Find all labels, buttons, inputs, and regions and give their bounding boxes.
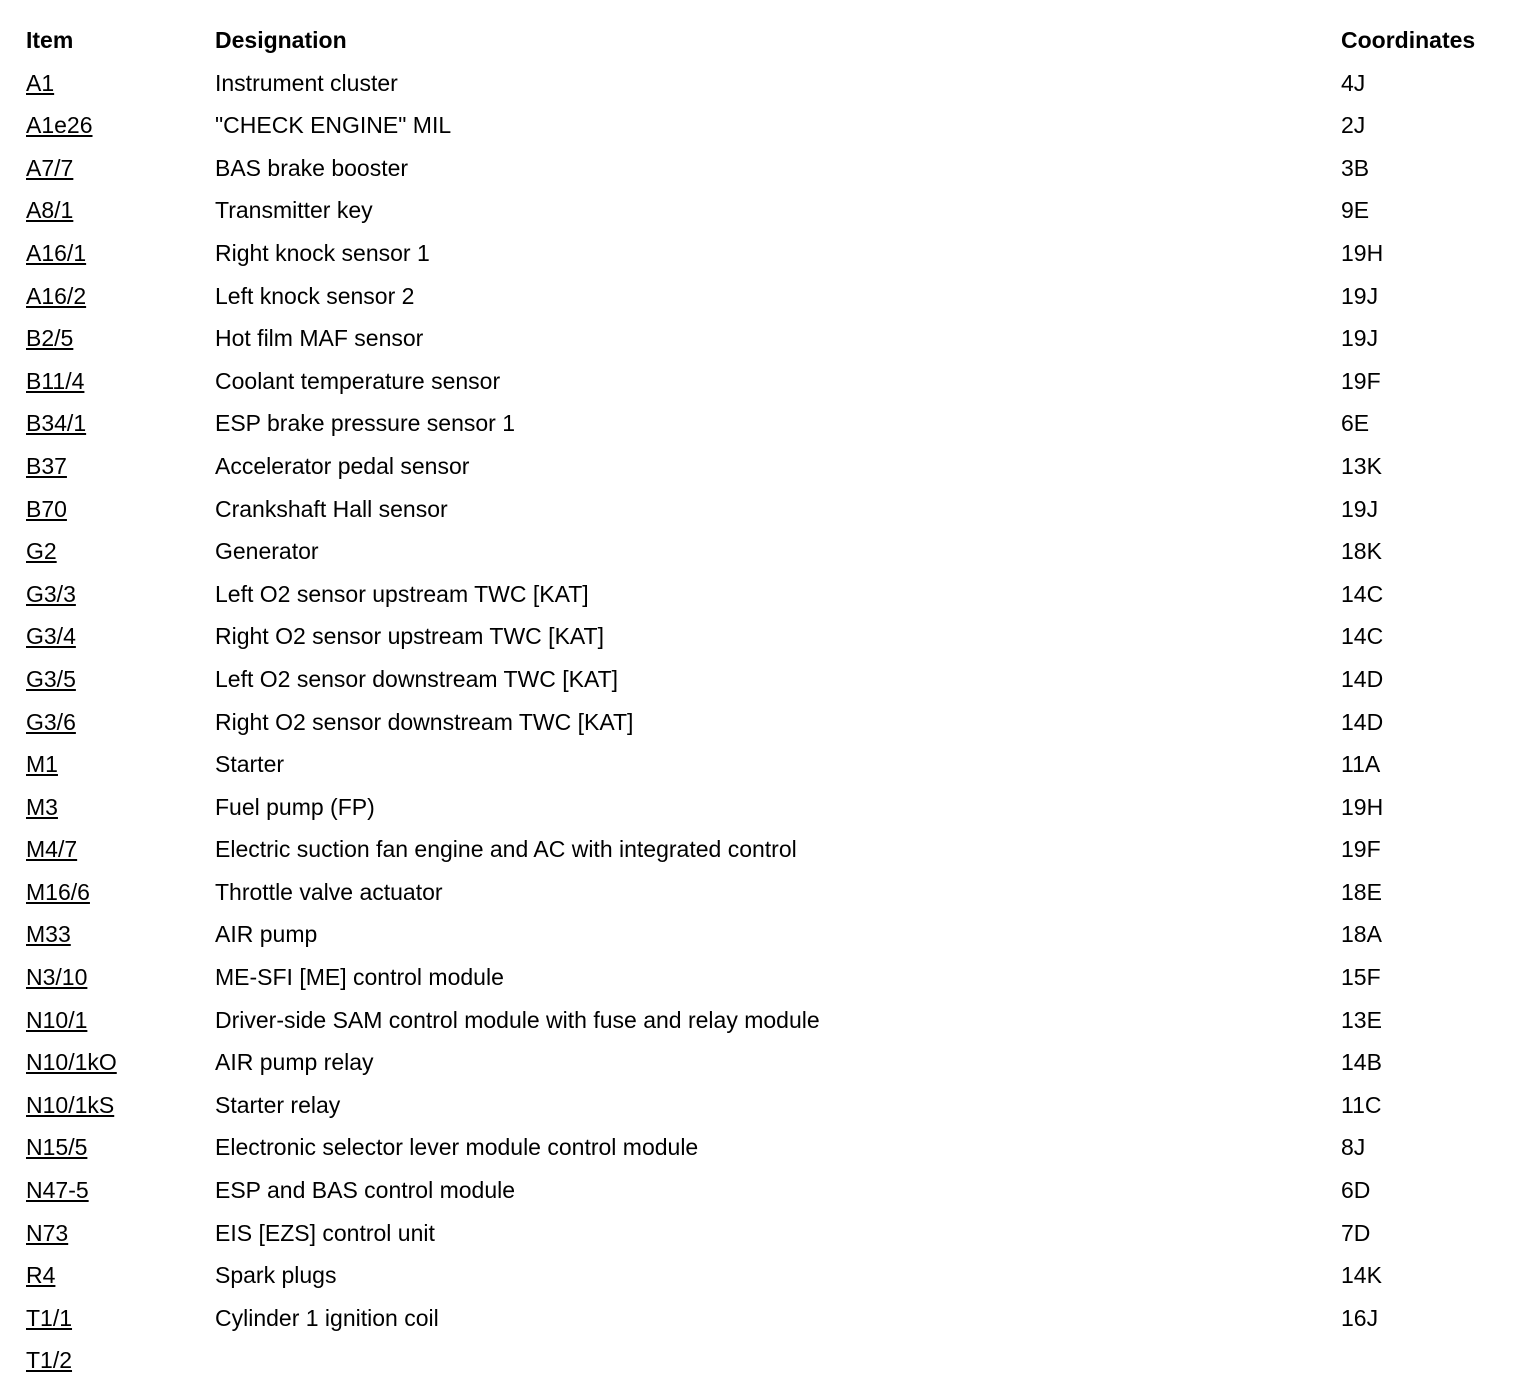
- item-link[interactable]: A8/1: [26, 197, 74, 224]
- item-link[interactable]: G2: [26, 538, 57, 565]
- coordinates-cell: 14C: [1341, 580, 1384, 607]
- coordinates-cell: 9E: [1341, 197, 1370, 224]
- table-row: [26, 959, 1506, 1002]
- item-link[interactable]: M4/7: [26, 836, 78, 863]
- header-coordinates: Coordinates: [1341, 27, 1476, 53]
- table-row: [26, 107, 1506, 150]
- designation-cell: Driver-side SAM control module with fuse and relay module: [215, 1006, 820, 1033]
- table-row: [26, 405, 1506, 448]
- designation-cell: Right knock sensor 1: [215, 239, 430, 266]
- designation-cell: EIS [EZS] control unit: [215, 1219, 435, 1246]
- item-link[interactable]: B70: [26, 495, 67, 522]
- item-link[interactable]: G3/5: [26, 665, 76, 692]
- coordinates-cell: 16J: [1341, 1304, 1379, 1331]
- item-link[interactable]: M16/6: [26, 878, 90, 905]
- coordinates-cell: 19F: [1341, 367, 1381, 394]
- table-row: [26, 363, 1506, 406]
- coordinates-cell: 19F: [1341, 836, 1381, 863]
- designation-cell: Generator: [215, 538, 319, 565]
- designation-cell: Electric suction fan engine and AC with integrated control: [215, 836, 797, 863]
- coordinates-cell: 15F: [1341, 964, 1381, 991]
- item-link[interactable]: N10/1kO: [26, 1049, 117, 1076]
- coordinates-cell: 19H: [1341, 793, 1384, 820]
- table-row: [26, 1215, 1506, 1258]
- coordinates-cell: 14C: [1341, 623, 1384, 650]
- item-link[interactable]: A1e26: [26, 112, 93, 139]
- table-row: [26, 1300, 1506, 1343]
- coordinates-cell: 3B: [1341, 154, 1370, 181]
- table-row: [26, 192, 1506, 235]
- coordinates-cell: 6E: [1341, 410, 1370, 437]
- coordinates-cell: 18A: [1341, 921, 1382, 948]
- table-row: [26, 789, 1506, 832]
- designation-cell: Accelerator pedal sensor: [215, 452, 470, 479]
- coordinates-cell: 13E: [1341, 1006, 1382, 1033]
- coordinates-cell: 2J: [1341, 112, 1366, 139]
- item-link[interactable]: A16/1: [26, 239, 87, 266]
- designation-cell: "CHECK ENGINE" MIL: [215, 112, 452, 139]
- designation-cell: Crankshaft Hall sensor: [215, 495, 448, 522]
- item-link[interactable]: B34/1: [26, 410, 87, 437]
- item-link[interactable]: B37: [26, 452, 67, 479]
- coordinates-cell: 4J: [1341, 69, 1366, 96]
- component-table: [26, 22, 1506, 1385]
- item-link[interactable]: B2/5: [26, 325, 74, 352]
- designation-cell: Instrument cluster: [215, 69, 398, 96]
- table-row: [26, 320, 1506, 363]
- item-link[interactable]: M33: [26, 921, 71, 948]
- designation-cell: AIR pump relay: [215, 1049, 374, 1076]
- table-row: [26, 874, 1506, 917]
- item-link[interactable]: R4: [26, 1262, 56, 1289]
- table-row: [26, 278, 1506, 321]
- designation-cell: Transmitter key: [215, 197, 373, 224]
- table-row: [26, 916, 1506, 959]
- table-row: [26, 1087, 1506, 1130]
- designation-cell: Hot film MAF sensor: [215, 325, 424, 352]
- item-link[interactable]: A7/7: [26, 154, 74, 181]
- item-link[interactable]: N15/5: [26, 1134, 88, 1161]
- table-row: [26, 831, 1506, 874]
- table-row: [26, 1172, 1506, 1215]
- designation-cell: Left knock sensor 2: [215, 282, 415, 309]
- item-link[interactable]: A1: [26, 69, 55, 96]
- table-row: [26, 1342, 1506, 1385]
- designation-cell: Fuel pump (FP): [215, 793, 375, 820]
- designation-cell: Electronic selector lever module control module: [215, 1134, 699, 1161]
- header-designation: Designation: [215, 27, 347, 53]
- coordinates-cell: 18K: [1341, 538, 1382, 565]
- coordinates-cell: 6D: [1341, 1177, 1371, 1204]
- coordinates-cell: 11A: [1341, 751, 1381, 778]
- designation-cell: ME-SFI [ME] control module: [215, 964, 504, 991]
- designation-cell: ESP brake pressure sensor 1: [215, 410, 516, 437]
- coordinates-cell: 13K: [1341, 452, 1382, 479]
- item-link[interactable]: T1/1: [26, 1304, 73, 1331]
- table-row: [26, 235, 1506, 278]
- table-header-row: [26, 22, 1506, 65]
- item-link[interactable]: N10/1: [26, 1006, 88, 1033]
- table-row: [26, 576, 1506, 619]
- item-link[interactable]: N3/10: [26, 964, 88, 991]
- table-row: [26, 533, 1506, 576]
- coordinates-cell: 14D: [1341, 665, 1384, 692]
- table-row: [26, 704, 1506, 747]
- coordinates-cell: 19J: [1341, 282, 1379, 309]
- table-row: [26, 1044, 1506, 1087]
- designation-cell: Starter relay: [215, 1091, 341, 1118]
- coordinates-cell: 7D: [1341, 1219, 1371, 1246]
- coordinates-cell: 14D: [1341, 708, 1384, 735]
- item-link[interactable]: G3/6: [26, 708, 76, 735]
- item-link[interactable]: T1/2: [26, 1347, 73, 1374]
- item-link[interactable]: N47-5: [26, 1177, 89, 1204]
- coordinates-cell: 14B: [1341, 1049, 1382, 1076]
- table-row: [26, 491, 1506, 534]
- designation-cell: Right O2 sensor downstream TWC [KAT]: [215, 708, 634, 735]
- designation-cell: Right O2 sensor upstream TWC [KAT]: [215, 623, 604, 650]
- item-link[interactable]: A16/2: [26, 282, 87, 309]
- table-body: [26, 65, 1506, 1385]
- designation-cell: Cylinder 1 ignition coil: [215, 1304, 439, 1331]
- designation-cell: ESP and BAS control module: [215, 1177, 516, 1204]
- item-link[interactable]: N10/1kS: [26, 1091, 115, 1118]
- designation-cell: AIR pump: [215, 921, 318, 948]
- item-link[interactable]: N73: [26, 1219, 69, 1246]
- coordinates-cell: 14K: [1341, 1262, 1382, 1289]
- designation-cell: Left O2 sensor upstream TWC [KAT]: [215, 580, 589, 607]
- table-row: [26, 661, 1506, 704]
- table-row: [26, 1129, 1506, 1172]
- designation-cell: Starter: [215, 751, 285, 778]
- designation-cell: Spark plugs: [215, 1262, 337, 1289]
- designation-cell: Throttle valve actuator: [215, 878, 443, 905]
- item-link[interactable]: B11/4: [26, 367, 85, 394]
- coordinates-cell: 19J: [1341, 325, 1379, 352]
- header-item: Item: [26, 27, 74, 53]
- table-row: [26, 65, 1506, 108]
- coordinates-cell: 19H: [1341, 239, 1384, 266]
- table-row: [26, 1002, 1506, 1045]
- coordinates-cell: 8J: [1341, 1134, 1366, 1161]
- coordinates-cell: 19J: [1341, 495, 1379, 522]
- table-row: [26, 150, 1506, 193]
- coordinates-cell: 11C: [1341, 1091, 1382, 1118]
- item-link[interactable]: M1: [26, 751, 58, 778]
- item-link[interactable]: M3: [26, 793, 58, 820]
- item-link[interactable]: G3/3: [26, 580, 76, 607]
- table-row: [26, 1257, 1506, 1300]
- table-row: [26, 618, 1506, 661]
- table-row: [26, 746, 1506, 789]
- designation-cell: Coolant temperature sensor: [215, 367, 501, 394]
- item-link[interactable]: G3/4: [26, 623, 76, 650]
- table-row: [26, 448, 1506, 491]
- coordinates-cell: 18E: [1341, 878, 1382, 905]
- designation-cell: Left O2 sensor downstream TWC [KAT]: [215, 665, 619, 692]
- designation-cell: BAS brake booster: [215, 154, 409, 181]
